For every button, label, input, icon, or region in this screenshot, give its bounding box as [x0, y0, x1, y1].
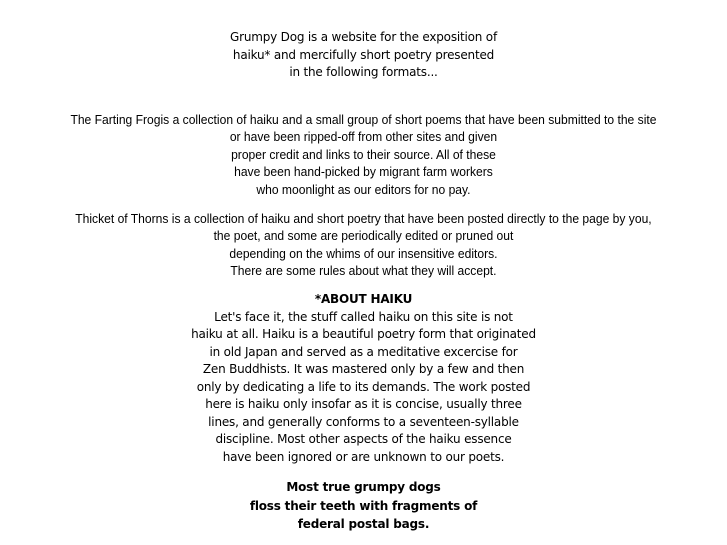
about-haiku-line: Let's face it, the stuff called haiku on this site is not — [214, 309, 513, 324]
intro-line: in the following formats... — [289, 65, 438, 79]
farting-frog-paragraph — [25, 111, 701, 198]
thicket-of-thorns-line: the poet, and some are periodically edited or pruned out — [213, 228, 514, 244]
about-haiku-line: in old Japan and served as a meditative excercise for — [209, 344, 518, 359]
intro-paragraph — [0, 29, 727, 82]
about-haiku-section — [0, 291, 727, 466]
thicket-of-thorns-line: There are some rules about what they will accept. — [230, 263, 497, 279]
about-haiku-line: lines, and generally conforms to a seventeen-syllable — [208, 414, 519, 429]
poem-line: Most true grumpy dogs — [286, 480, 441, 494]
thicket-of-thorns-line: Thicket of Thorns is a collection of haiku and short poetry that have been posted directly to the page by you, — [75, 211, 652, 226]
intro-line: haiku* and mercifully short poetry presented — [232, 47, 495, 62]
poem-line: floss their teeth with fragments of — [249, 498, 478, 513]
farting-frog-line: who moonlight as our editors for no pay. — [256, 181, 471, 197]
farting-frog-line: proper credit and links to their source. All of these — [231, 146, 496, 162]
thicket-of-thorns-line: depending on the whims of our insensitive editors. — [229, 245, 498, 261]
about-haiku-heading: *ABOUT HAIKU — [314, 292, 413, 306]
farting-frog-line: have been hand-picked by migrant farm workers — [234, 164, 493, 180]
intro-line: Grumpy Dog is a website for the exposition of — [230, 30, 497, 44]
haiku-poem — [0, 478, 727, 534]
farting-frog-line: or have been ripped-off from other sites and given — [229, 129, 498, 145]
about-haiku-line: Zen Buddhists. It was mastered only by a few and then — [202, 362, 525, 376]
about-haiku-line: discipline. Most other aspects of the haiku essence — [215, 432, 512, 446]
about-haiku-line: have been ignored or are unknown to our poets. — [222, 449, 505, 464]
thicket-of-thorns-paragraph — [25, 210, 701, 280]
farting-frog-line: The Farting Frogis a collection of haiku and a small group of short poems that have been submitted to the site — [70, 112, 657, 127]
about-haiku-line: haiku at all. Haiku is a beautiful poetry form that originated — [191, 327, 536, 341]
poem-line: federal postal bags. — [297, 517, 430, 531]
about-haiku-line: here is haiku only insofar as it is concise, usually three — [205, 397, 522, 411]
about-haiku-line: only by dedicating a life to its demands. The work posted — [196, 379, 531, 394]
